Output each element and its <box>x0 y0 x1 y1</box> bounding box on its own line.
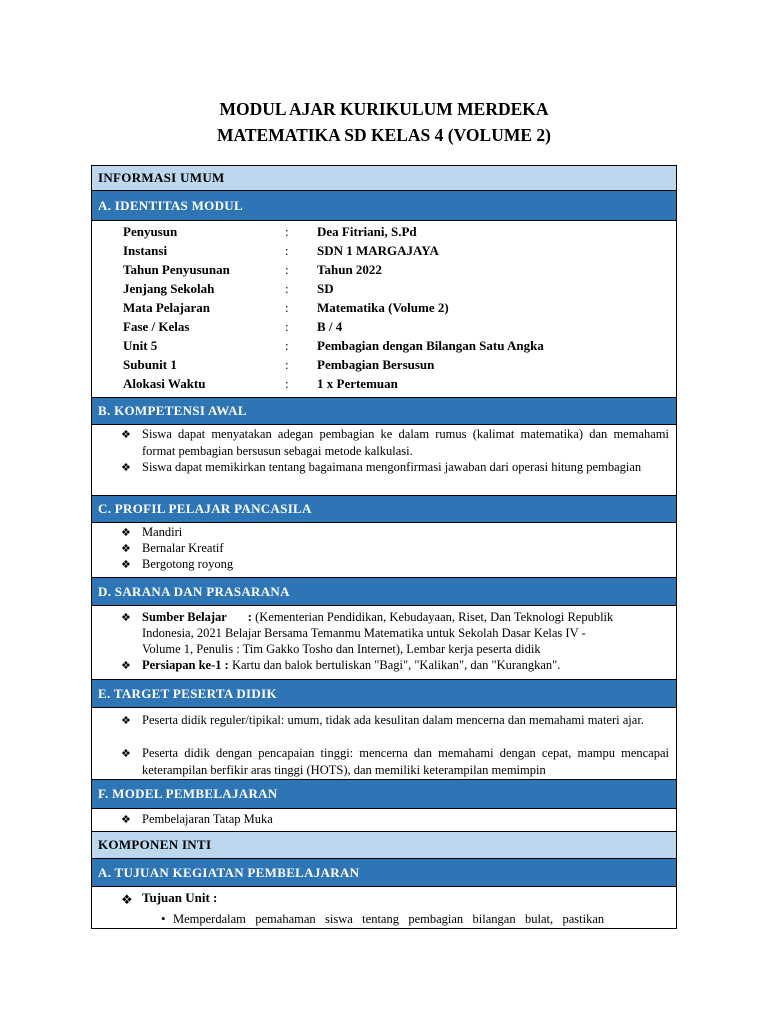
field-separator: : <box>285 281 289 296</box>
list-item: Bergotong royong <box>142 557 234 571</box>
list-item: Mandiri <box>142 525 183 539</box>
identitas-row <box>92 357 676 376</box>
document-title-line2: MATEMATIKA SD KELAS 4 (VOLUME 2) <box>217 125 551 145</box>
field-label: Unit 5 <box>123 338 158 353</box>
sumber-belajar-line <box>142 609 613 626</box>
field-value: Pembagian dengan Bilangan Satu Angka <box>317 338 544 353</box>
diamond-bullet-icon: ❖ <box>121 559 131 571</box>
target-body <box>92 708 676 780</box>
section-title: B. KOMPETENSI AWAL <box>98 403 247 418</box>
field-separator: : <box>285 224 289 239</box>
sumber-text: (Kementerian Pendidikan, Kebudayaan, Riset, Dan Teknologi Republik <box>255 610 614 624</box>
section-header-komponen-inti <box>92 832 676 859</box>
sarana-body <box>92 606 676 680</box>
field-separator: : <box>285 357 289 372</box>
section-header-tujuan <box>92 859 676 887</box>
field-separator: : <box>285 300 289 315</box>
section-header-profil <box>92 496 676 523</box>
diamond-bullet-icon: ❖ <box>121 429 131 441</box>
field-value: Dea Fitriani, S.Pd <box>317 224 417 239</box>
field-value: 1 x Pertemuan <box>317 376 398 391</box>
list-item: Peserta didik dengan pencapaian tinggi: mencerna dan memahami dengan cepat, mampu mencapai keterampilan berfikir aras tinggi (HOTS), dan memiliki keterampilan memimpin <box>142 746 669 777</box>
sumber-text-line2: Indonesia, 2021 Belajar Bersama Temanmu Matematika untuk Sekolah Dasar Kelas IV - <box>142 626 586 640</box>
profil-body <box>92 523 676 578</box>
field-label: Fase / Kelas <box>123 319 190 334</box>
identitas-row <box>92 262 676 281</box>
sumber-text-line3: Volume 1, Penulis : Tim Gakko Tosho dan Internet), Lembar kerja peserta didik <box>142 642 541 656</box>
section-title: INFORMASI UMUM <box>98 170 225 185</box>
diamond-bullet-icon: ❖ <box>121 462 131 474</box>
field-value: Matematika (Volume 2) <box>317 300 449 315</box>
field-value: Pembagian Bersusun <box>317 357 435 372</box>
document-title-line1: MODUL AJAR KURIKULUM MERDEKA <box>219 99 549 119</box>
identitas-body <box>92 221 676 398</box>
diamond-bullet-icon: ❖ <box>121 612 131 624</box>
section-title: A. IDENTITAS MODUL <box>98 198 243 213</box>
diamond-bullet-icon: ❖ <box>121 748 131 760</box>
diamond-bullet-icon: ❖ <box>121 660 131 672</box>
list-item: Bernalar Kreatif <box>142 541 224 555</box>
section-header-sarana <box>92 578 676 606</box>
list-item: Memperdalam pemahaman siswa tentang pembagian bilangan bulat, pastikan <box>173 912 605 926</box>
identitas-row <box>92 338 676 357</box>
diamond-bullet-icon: ❖ <box>121 715 131 727</box>
tujuan-unit-label: Tujuan Unit : <box>142 890 218 905</box>
identitas-row <box>92 281 676 300</box>
tujuan-body <box>92 887 676 929</box>
section-header-informasi-umum <box>92 166 676 191</box>
identitas-row <box>92 376 676 395</box>
identitas-row <box>92 319 676 338</box>
field-label: Penyusun <box>123 224 178 239</box>
field-separator: : <box>285 319 289 334</box>
field-separator: : <box>285 338 289 353</box>
sumber-label: Sumber Belajar <box>142 610 227 624</box>
model-body <box>92 809 676 832</box>
section-title: A. TUJUAN KEGIATAN PEMBELAJARAN <box>98 865 360 880</box>
diamond-bullet-icon: ❖ <box>121 527 131 539</box>
field-label: Jenjang Sekolah <box>123 281 215 296</box>
section-title: E. TARGET PESERTA DIDIK <box>98 686 277 701</box>
section-title: C. PROFIL PELAJAR PANCASILA <box>98 501 312 516</box>
identitas-row <box>92 224 676 243</box>
section-header-identitas <box>92 191 676 221</box>
persiapan-text: Kartu dan balok bertuliskan "Bagi", "Kalikan", dan "Kurangkan". <box>228 658 561 672</box>
persiapan-label: Persiapan ke-1 : <box>142 658 229 672</box>
field-label: Subunit 1 <box>123 357 177 372</box>
section-title: D. SARANA DAN PRASARANA <box>98 584 290 599</box>
field-label: Alokasi Waktu <box>123 376 206 391</box>
field-value: SDN 1 MARGAJAYA <box>317 243 439 258</box>
field-separator: : <box>285 243 289 258</box>
diamond-bullet-icon: ❖ <box>121 543 131 555</box>
module-table <box>91 165 677 929</box>
section-header-target <box>92 680 676 708</box>
identitas-row <box>92 243 676 262</box>
field-separator: : <box>285 376 289 391</box>
list-item: Siswa dapat menyatakan adegan pembagian ke dalam rumus (kalimat matematika) dan memahami format pembagian bersusun sebagai metode kalkulasi. <box>142 427 669 458</box>
sumber-colon: : <box>247 610 252 624</box>
section-title: F. MODEL PEMBELAJARAN <box>98 786 278 801</box>
section-header-kompetensi <box>92 398 676 425</box>
list-item: Siswa dapat memikirkan tentang bagaimana mengonfirmasi jawaban dari operasi hitung pembagian <box>142 460 642 474</box>
field-value: Tahun 2022 <box>317 262 382 277</box>
list-item: Peserta didik reguler/tipikal: umum, tidak ada kesulitan dalam mencerna dan memahami materi ajar. <box>142 713 644 727</box>
diamond-bullet-icon: ❖ <box>121 892 133 907</box>
identitas-row <box>92 300 676 319</box>
diamond-bullet-icon: ❖ <box>121 814 131 826</box>
field-label: Instansi <box>123 243 168 258</box>
dot-bullet-icon: • <box>161 911 166 926</box>
field-label: Tahun Penyusunan <box>123 262 230 277</box>
field-separator: : <box>285 262 289 277</box>
field-label: Mata Pelajaran <box>123 300 211 315</box>
kompetensi-body <box>92 425 676 496</box>
persiapan-line <box>142 657 560 674</box>
field-value: SD <box>317 281 334 296</box>
field-value: B / 4 <box>317 319 343 334</box>
section-title: KOMPONEN INTI <box>98 837 212 852</box>
list-item: Pembelajaran Tatap Muka <box>142 812 273 826</box>
section-header-model <box>92 780 676 809</box>
